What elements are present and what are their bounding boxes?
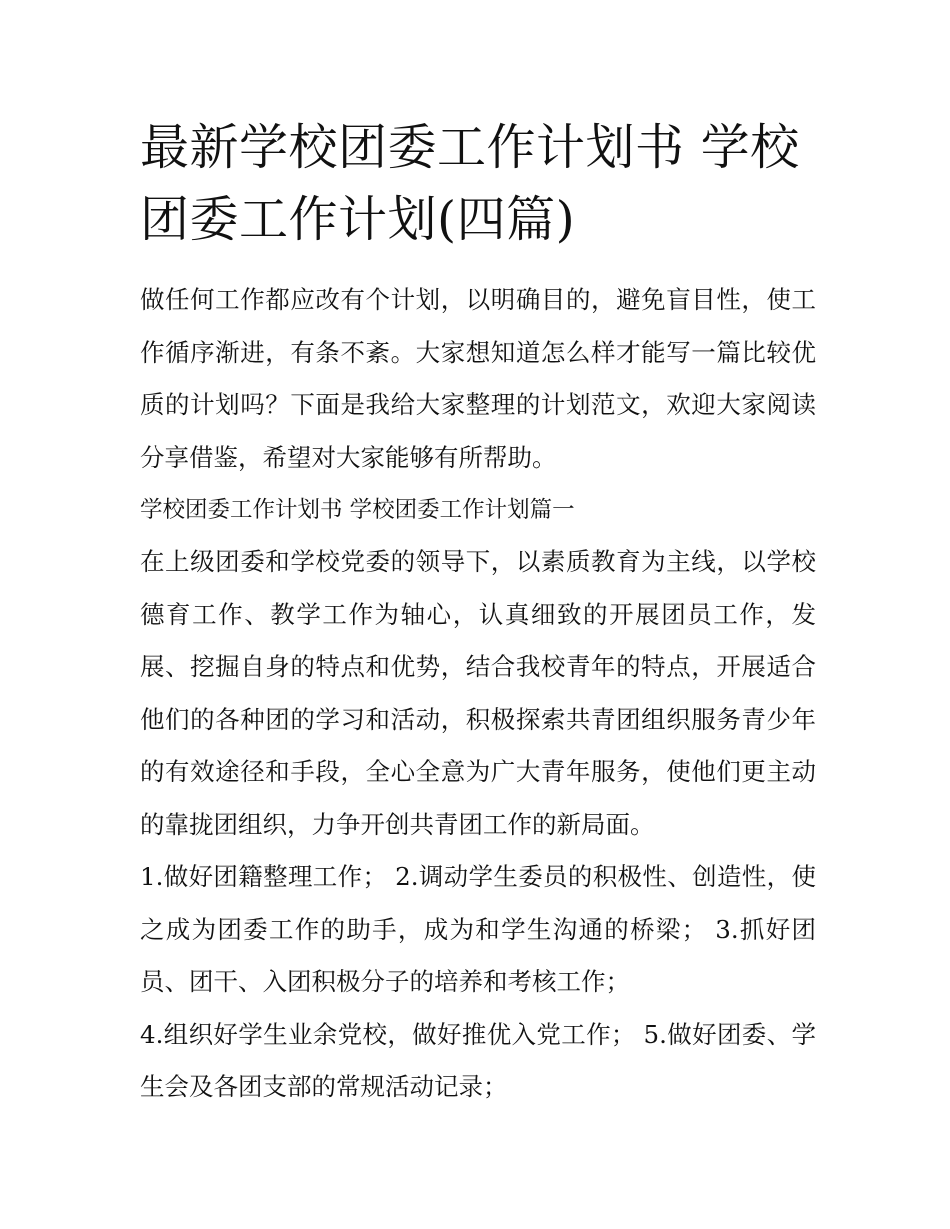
- body-paragraph: 在上级团委和学校党委的领导下，以素质教育为主线，以学校德育工作、教学工作为轴心，认真细致的开展团员工作，发展、挖掘自身的特点和优势，结合我校青年的特点，开展适合他们的各种团的学习和活动，积极探索共青团组织服务青少年的有效途径和手段，全心全意为广大青年服务，使他们更主动的靠拢团组织，力争开创共青团工作的新局面。: [140, 547, 816, 839]
- section-heading: 学校团委工作计划书 学校团委工作计划篇一: [140, 497, 575, 523]
- list-paragraph-1: 1.做好团籍整理工作； 2.调动学生委员的积极性、创造性，使之成为团委工作的助手，成为和学生沟通的桥梁； 3.抓好团员、团干、入团积极分子的培养和考核工作；: [140, 862, 816, 996]
- document-title: 最新学校团委工作计划书 学校团委工作计划(四篇): [140, 119, 800, 248]
- document-page: [140, 112, 816, 1114]
- list-paragraph-2: 4.组织好学生业余党校，做好推优入党工作； 5.做好团委、学生会及各团支部的常规活动记录；: [140, 1019, 816, 1101]
- intro-paragraph: 做任何工作都应改有个计划，以明确目的，避免盲目性，使工作循序渐进，有条不紊。大家想知道怎么样才能写一篇比较优质的计划吗？下面是我给大家整理的计划范文，欢迎大家阅读分享借鉴，希望对大家能够有所帮助。: [140, 285, 816, 472]
